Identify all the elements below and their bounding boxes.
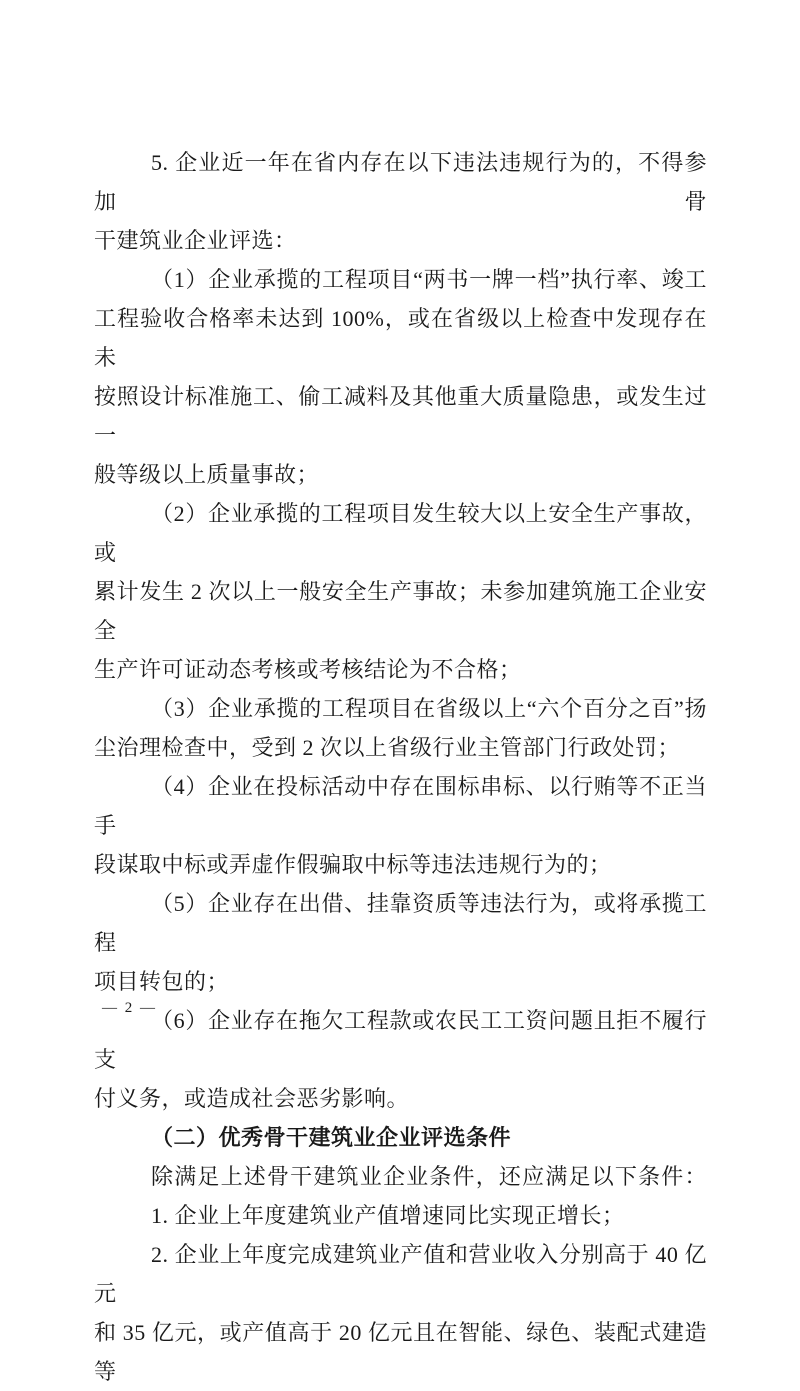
- text-line: 干建筑业企业评选：: [94, 228, 297, 253]
- text-line: （4）企业在投标活动中存在围标串标、以行贿等不正当手: [94, 774, 707, 838]
- text-line: 段谋取中标或弄虚作假骗取中标等违法违规行为的；: [94, 852, 612, 877]
- text-line: 2. 企业上年度完成建筑业产值和营业收入分别高于 40 亿元: [94, 1242, 707, 1306]
- section-heading: （二）优秀骨干建筑业企业评选条件: [151, 1125, 512, 1150]
- text-line: 5. 企业近一年在省内存在以下违法违规行为的，不得参加骨: [94, 150, 707, 214]
- text-line: （1）企业承揽的工程项目“两书一牌一档”执行率、竣工: [151, 267, 707, 292]
- text-line: 工程验收合格率未达到 100%，或在省级以上检查中发现存在未: [94, 306, 707, 370]
- text-line: 和 35 亿元，或产值高于 20 亿元且在智能、绿色、装配式建造等: [94, 1320, 707, 1384]
- text-line: （3）企业承揽的工程项目在省级以上“六个百分之百”扬: [151, 696, 707, 721]
- text-line: 按照设计标准施工、偷工减料及其他重大质量隐患，或发生过一: [94, 384, 707, 448]
- text-line: 付义务，或造成社会恶劣影响。: [94, 1086, 410, 1111]
- text-line: 项目转包的；: [94, 969, 230, 994]
- text-line: 1. 企业上年度建筑业产值增速同比实现正增长；: [151, 1203, 625, 1228]
- text-line: 累计发生 2 次以上一般安全生产事故；未参加建筑施工企业安全: [94, 579, 707, 643]
- text-line: （2）企业承揽的工程项目发生较大以上安全生产事故，或: [94, 501, 707, 565]
- text-line: 尘治理检查中，受到 2 次以上省级行业主管部门行政处罚；: [94, 735, 681, 760]
- text-line: 除满足上述骨干建筑业企业条件，还应满足以下条件：: [151, 1164, 707, 1189]
- text-line: 般等级以上质量事故；: [94, 462, 320, 487]
- text-line: （5）企业存在出借、挂靠资质等违法行为，或将承揽工程: [94, 891, 707, 955]
- document-body: [94, 143, 707, 1391]
- text-line: （6）企业存在拖欠工程款或农民工工资问题且拒不履行支: [94, 1008, 707, 1072]
- text-line: 生产许可证动态考核或考核结论为不合格；: [94, 657, 522, 682]
- page-number: — 2 —: [102, 1000, 157, 1016]
